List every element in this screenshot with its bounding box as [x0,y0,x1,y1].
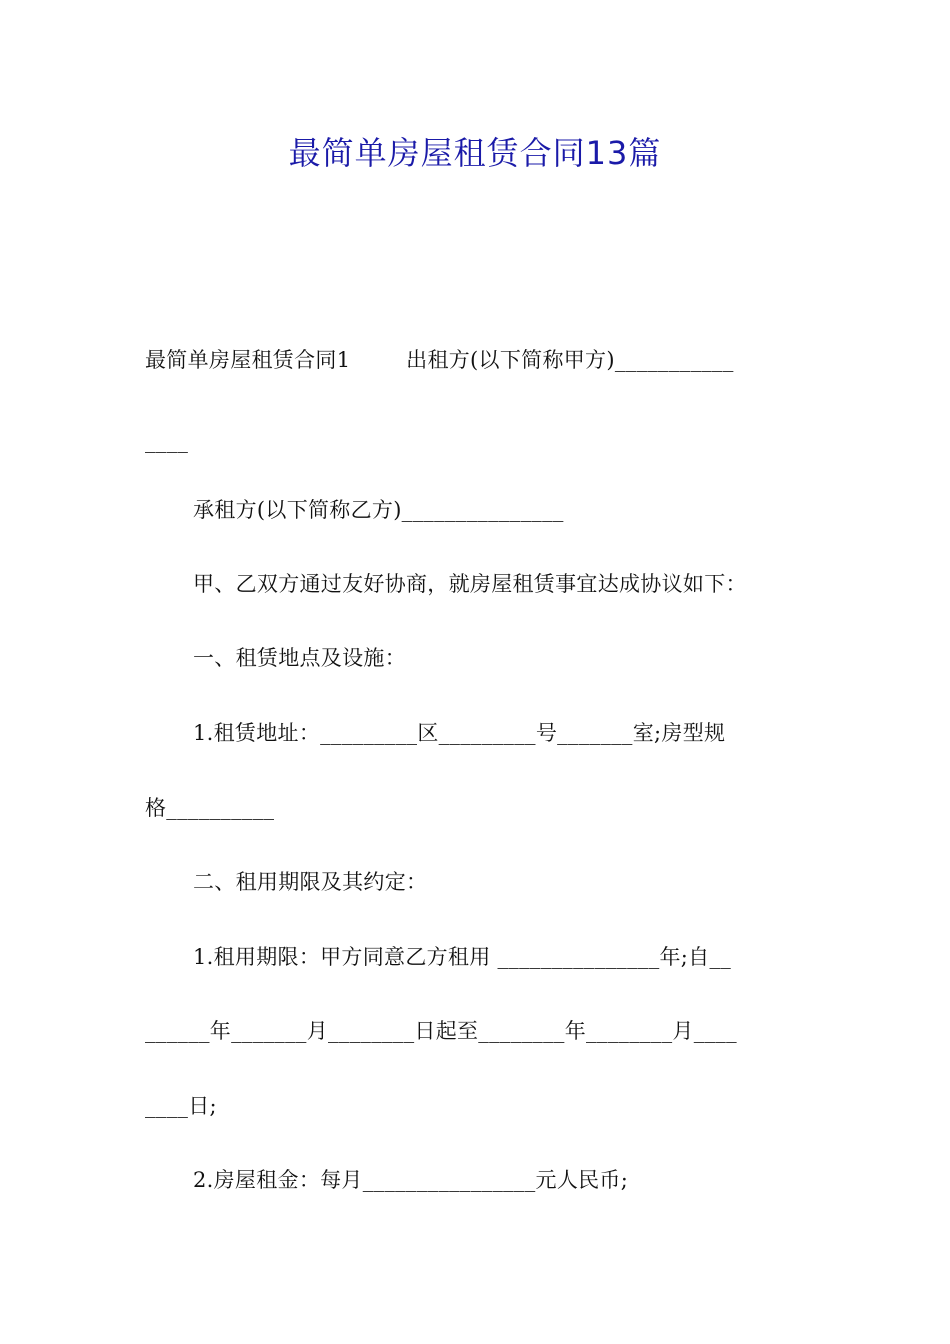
section-heading-term: 二、租用期限及其约定： [193,870,428,894]
landlord-blank-continuation: ____ [145,429,189,453]
clause-monthly-rent: 2.房屋租金：每月________________元人民币; [193,1168,629,1192]
clause-rental-address: 1.租赁地址：_________区_________号_______室;房型规 [193,721,726,745]
tenant-line: 承租方(以下简称乙方)_______________ [193,498,564,522]
clause-rental-term: 1.租用期限：甲方同意乙方租用 _______________年;自__ [193,945,732,969]
clause-rental-term-dates: ______年_______月________日起至________年________月____ [145,1019,737,1043]
clause-rental-address-continuation: 格__________ [145,796,275,820]
clause-rental-term-end: ____日; [145,1094,217,1118]
agreement-intro-paragraph: 甲、乙双方通过友好协商，就房屋租赁事宜达成协议如下： [193,572,747,596]
contract-heading-landlord-line: 最简单房屋租赁合同1 出租方(以下简称甲方)___________ [145,348,734,372]
section-heading-location: 一、租赁地点及设施： [193,646,406,670]
document-title: 最简单房屋租赁合同13篇 [288,134,662,172]
